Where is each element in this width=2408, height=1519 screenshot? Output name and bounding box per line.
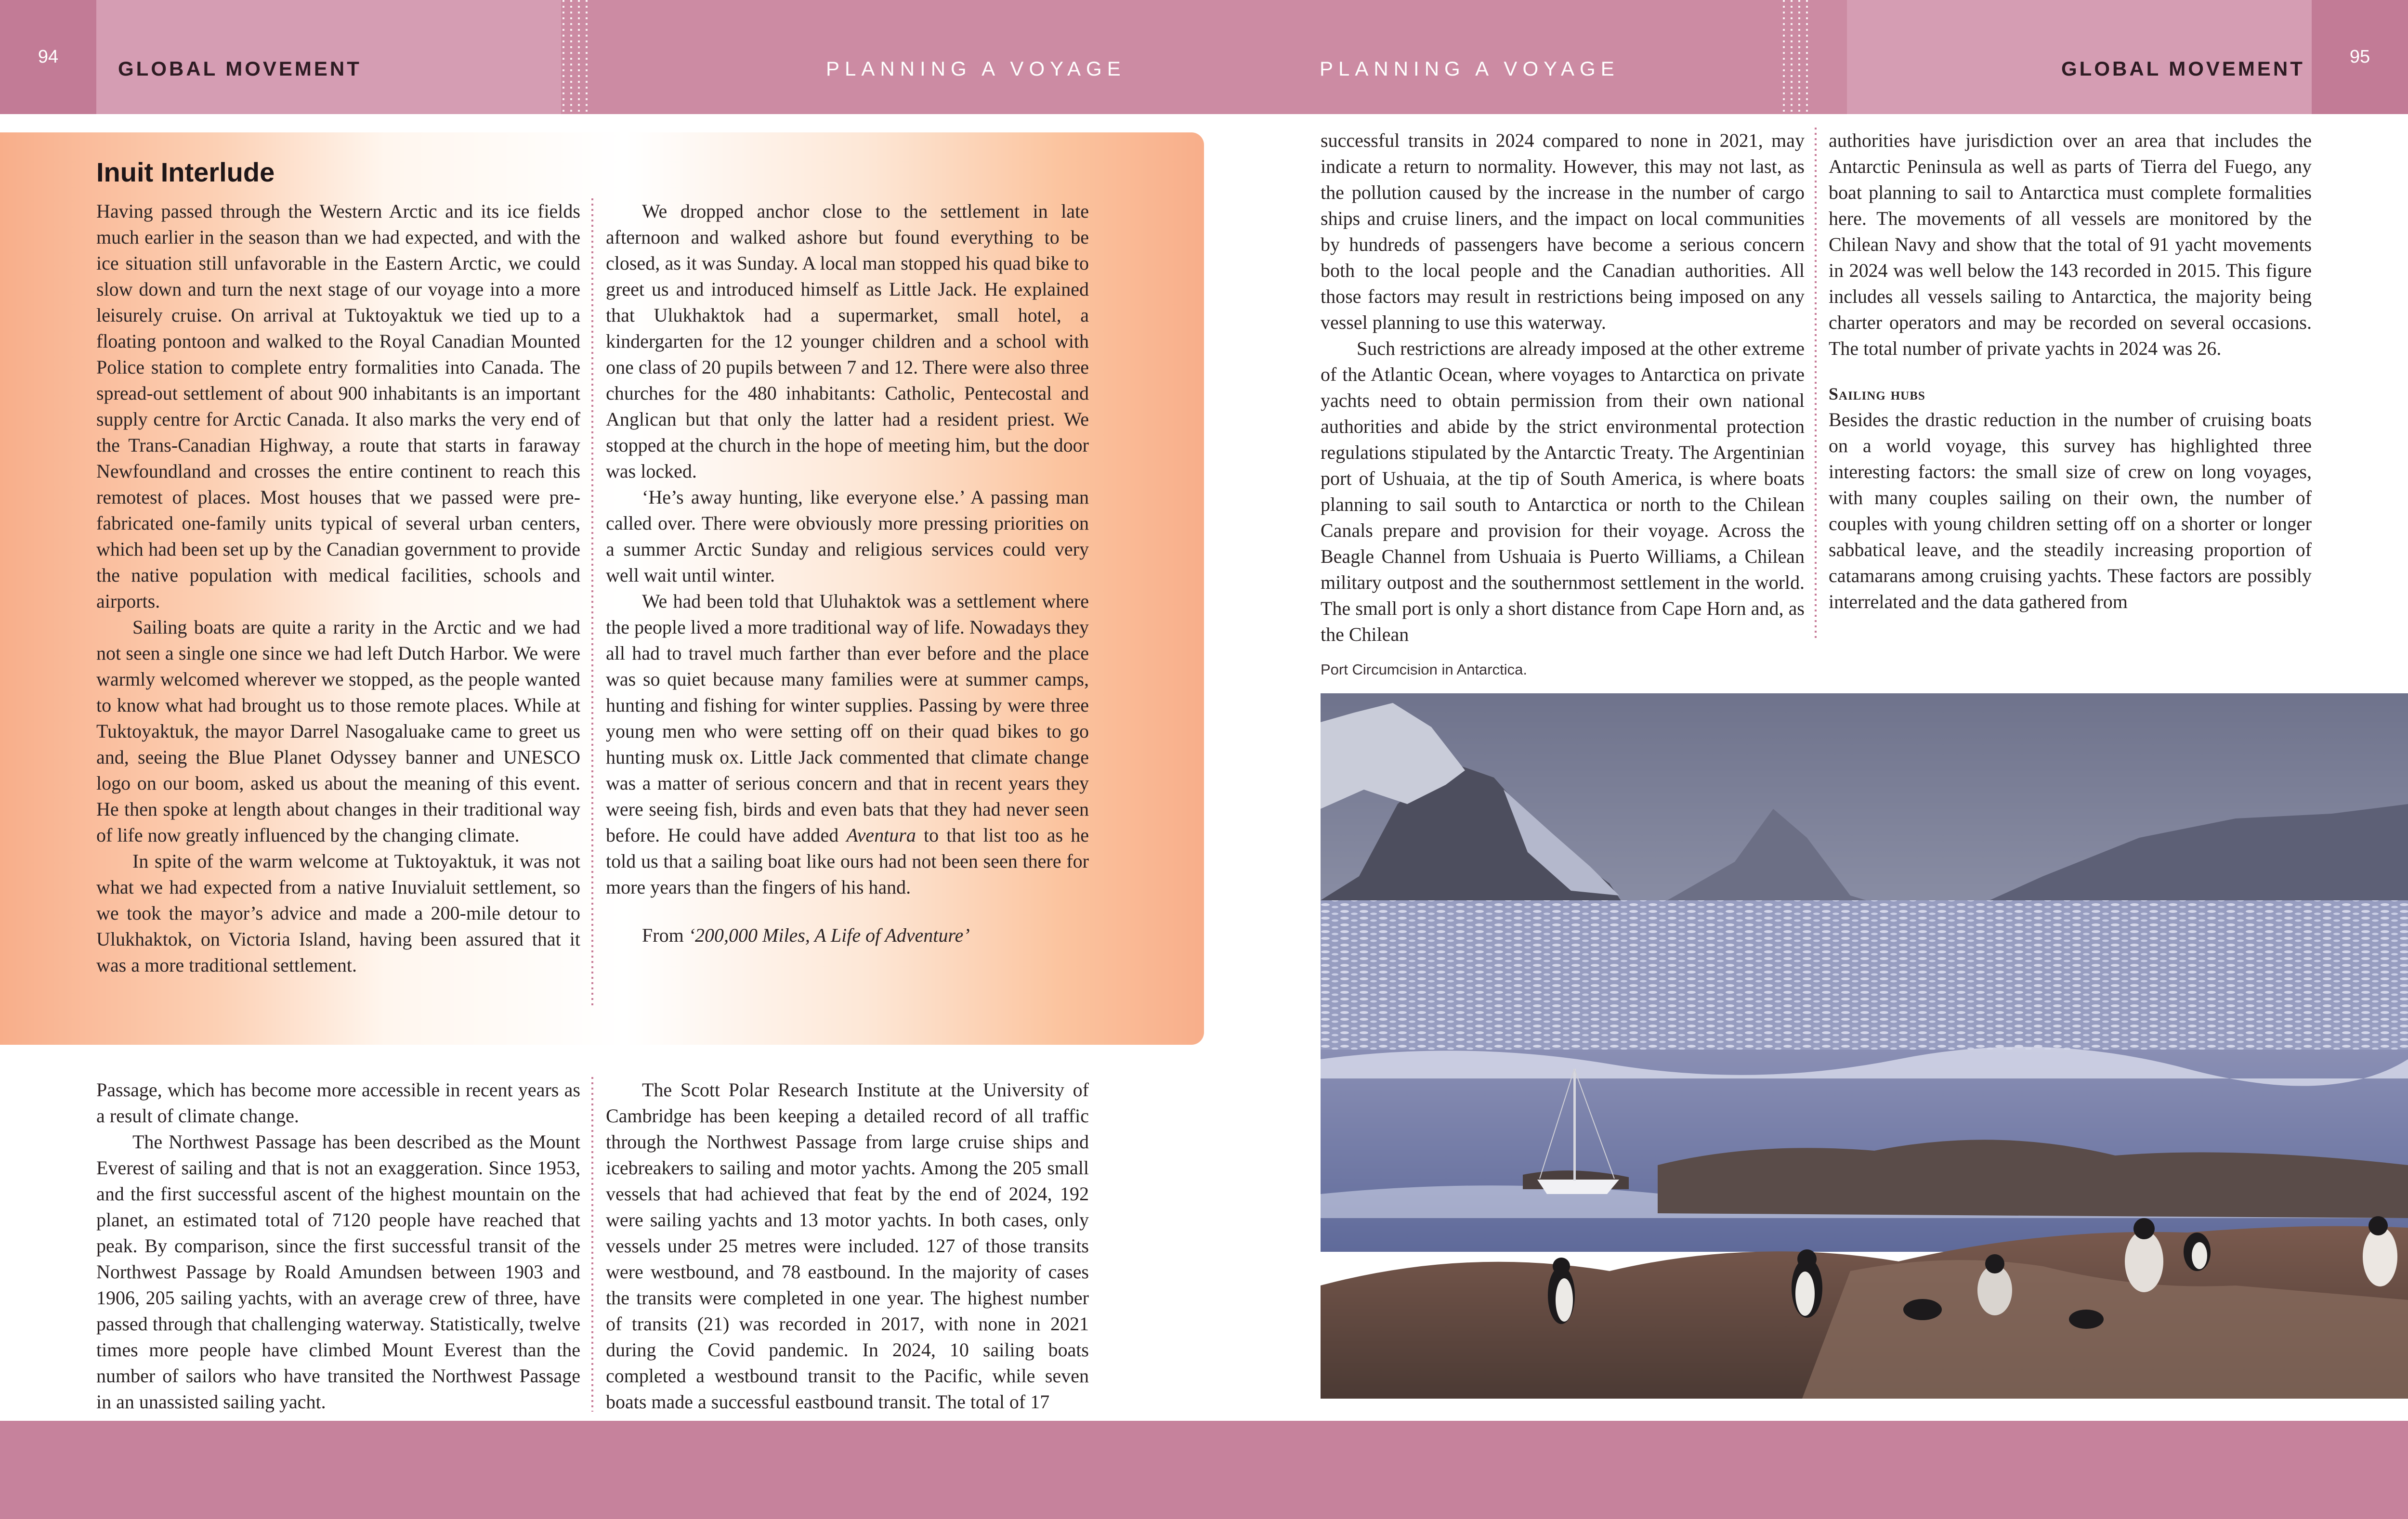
header-dotted-rule	[586, 0, 588, 114]
running-title-right: GLOBAL MOVEMENT	[2061, 57, 2305, 80]
column-rule	[591, 1077, 593, 1412]
header-dotted-rule	[1798, 0, 1800, 114]
photo-caption: Port Circumcision in Antarctica.	[1321, 661, 1527, 678]
boat-name: Aventura	[846, 824, 916, 846]
running-title-left: GLOBAL MOVEMENT	[118, 57, 362, 80]
center-title-right: PLANNING A VOYAGE	[1320, 57, 1620, 80]
attribution: From ‘200,000 Miles, A Life of Adventure’	[642, 924, 970, 946]
paragraph: The Scott Polar Research Institute at the University of Cambridge has been keeping a detailed record of all traffic through the Northwest Passage from large cruise ships and icebreakers to sailing and motor yachts. Among the 205 small vessels that had achieved that feat by the end of 2024, 192 were sailing yachts and 13 motor yachts. In both cases, only vessels under 25 metres were included. 127 of those transits were westbound, and 78 eastbound. In the majority of cases the transits were completed in one year. The highest number of transits (21) was recorded in 2017, with none in 2021 during the Covid pandemic. In 2024, 10 sailing boats completed a westbound transit to the Pacific, while seven boats made a successful eastbound transit. The total of 17	[606, 1079, 1089, 1413]
paragraph: successful transits in 2024 compared to none in 2021, may indicate a return to normality. However, this may not last, as the pollution caused by the increase in the number of cargo ships and cruise liners, and the impact on local communities by hundreds of passengers have become a serious concern both to the local people and the Canadian authorities. All those factors may result in restrictions being imposed on any vessel planning to use this waterway.	[1321, 130, 1805, 333]
page95-left-column	[1321, 128, 1805, 648]
antarctica-photo	[1321, 693, 2408, 1399]
inset-title: Inuit Interlude	[96, 157, 275, 187]
inset-left-column	[96, 198, 580, 978]
paragraph: ‘He’s away hunting, like everyone else.’ A passing man called over. There were obviously more pressing priorities on a summer Arctic Sunday and religious services could very well wait until winter.	[606, 486, 1089, 586]
header-dotted-rule	[1791, 0, 1793, 114]
paragraph: Passage, which has become more accessible in recent years as a result of climate change.	[96, 1079, 580, 1127]
page-number-left: 94	[0, 0, 96, 114]
header-dotted-rule	[1783, 0, 1785, 114]
column-rule	[591, 198, 593, 1007]
photo-brash-ice	[1321, 900, 2408, 1059]
center-title-left: PLANNING A VOYAGE	[826, 57, 1126, 80]
attribution-source: ‘200,000 Miles, A Life of Adventure’	[688, 924, 970, 946]
header-dotted-rule	[578, 0, 580, 114]
page95-right-column	[1829, 128, 2312, 615]
paragraph: Besides the drastic reduction in the number of cruising boats on a world voyage, this survey has highlighted three interesting factors: the small size of crew on long voyages, with many couples sailing on their own, the number of couples with young children setting off on a shorter or longer sabbatical leave, and the steadily increasing proportion of catamarans among cruising yachts. These factors are possibly interrelated and the data gathered from	[1829, 409, 2312, 612]
section-subheading: Sailing hubs	[1829, 384, 1925, 403]
footer-band	[0, 1421, 2408, 1519]
page-number-right: 95	[2312, 0, 2408, 114]
page94-left-column	[96, 1077, 580, 1415]
inset-right-column	[606, 198, 1089, 948]
photo-open-water	[1321, 1047, 2408, 1252]
paragraph: The Northwest Passage has been described as the Mount Everest of sailing and that is not an exaggeration. Since 1953, and the first successful ascent of the highest mountain on the planet, an estimated total of 7120 people have reached that peak. By comparison, since the first successful transit of the Northwest Passage by Roald Amundsen between 1903 and 1906, 205 sailing yachts, with an average crew of three, have passed through that challenging waterway. Statistically, twelve times more people have climbed Mount Everest than the number of sailors who have transited the Northwest Passage in an unassisted sailing yacht.	[96, 1131, 580, 1413]
photo-foreground-rocks	[1321, 1226, 2408, 1399]
running-header	[0, 0, 2408, 114]
paragraph: In spite of the warm welcome at Tuktoyaktuk, it was not what we had expected from a native Inuvialuit settlement, so we took the mayor’s advice and made a 200-mile detour to Ulukhaktok, on Victoria Island, having been assured that it was a more traditional settlement.	[96, 850, 580, 976]
header-dotted-rule	[1806, 0, 1808, 114]
paragraph: authorities have jurisdiction over an area that includes the Antarctic Peninsula as well as parts of Tierra del Fuego, any boat planning to sail to Antarctica must complete formalities here. The movements of all vessels are monitored by the Chilean Navy and show that the total of 91 yacht movements in 2024 was well below the 143 recorded in 2015. This figure includes all vessels sailing to Antarctica, the majority being charter operators and may be recorded on several occasions. The total number of private yachts in 2024 was 26.	[1829, 130, 2312, 359]
header-dotted-rule	[563, 0, 564, 114]
column-rule	[1815, 128, 1817, 640]
paragraph: We dropped anchor close to the settlement in late afternoon and walked ashore but found everything to be closed, as it was Sunday. A local man stopped his quad bike to greet us and introduced himself as Little Jack. He explained that Ulukhaktok had a supermarket, small hotel, a kindergarten for the 12 younger children and a school with one class of 20 pupils between 7 and 12. There were also three churches for the 480 inhabitants: Catholic, Pentecostal and Anglican but that only the latter had a resident priest. We stopped at the church in the hope of meeting him, but the door was locked.	[606, 200, 1089, 482]
paragraph: Sailing boats are quite a rarity in the Arctic and we had not seen a single one since we had left Dutch Harbor. We were warmly welcomed wherever we stopped, as the people wanted to know what had brought us to those remote places. While at Tuktoyaktuk, the mayor Darrel Nasogaluake came to greet us and, seeing the Blue Planet Odyssey banner and UNESCO logo on our boom, asked us about the meaning of this event. He then spoke at length about changes in their traditional way of life now greatly influenced by the changing climate.	[96, 616, 580, 846]
paragraph: We had been told that Uluhaktok was a settlement where the people lived a more traditional way of life. Nowadays they all had to travel much farther than ever before and the place was so quiet because many families were at summer camps, hunting and fishing for winter supplies. Passing by were three young men who were setting off on their quad bikes to go hunting musk ox. Little Jack commented that climate change was a matter of serious concern and that in recent years they were seeing fish, birds and even bats that they had never seen before. He could have added Aventura to that list too as he told us that a sailing boat like ours had not been seen there for more years than the fingers of his hand.	[606, 590, 1089, 898]
header-dotted-rule	[570, 0, 572, 114]
paragraph: Having passed through the Western Arctic and its ice fields much earlier in the season than we had expected, and with the ice situation still unfavorable in the Eastern Arctic, we could slow down and turn the next stage of our voyage into a more leisurely cruise. On arrival at Tuktoyaktuk we tied up to a floating pontoon and walked to the Royal Canadian Mounted Police station to complete entry formalities into Canada. The spread-out settlement of about 900 inhabitants is an important supply centre for Arctic Canada. It also marks the very end of the Trans-Canadian Highway, a route that starts in faraway Newfoundland and crosses the entire continent to reach this remotest of places. Most houses that we passed were pre-fabricated one-family units typical of several urban centers, which had been set up by the Canadian government to provide the native population with medical facilities, schools and airports.	[96, 200, 580, 612]
page94-right-column	[606, 1077, 1089, 1415]
paragraph: Such restrictions are already imposed at the other extreme of the Atlantic Ocean, where voyages to Antarctica on private yachts need to obtain permission from their own national authorities and abide by the strict environmental protection regulations stipulated by the Antarctic Treaty. The Argentinian port of Ushuaia, at the tip of South America, is where boats planning to sail south to Antarctica or north to the Chilean Canals prepare and provision for their voyage. Across the Beagle Channel from Ushuaia is Puerto Williams, a Chilean military outpost and the southernmost settlement in the world. The small port is only a short distance from Cape Horn and, as the Chilean	[1321, 338, 1805, 645]
